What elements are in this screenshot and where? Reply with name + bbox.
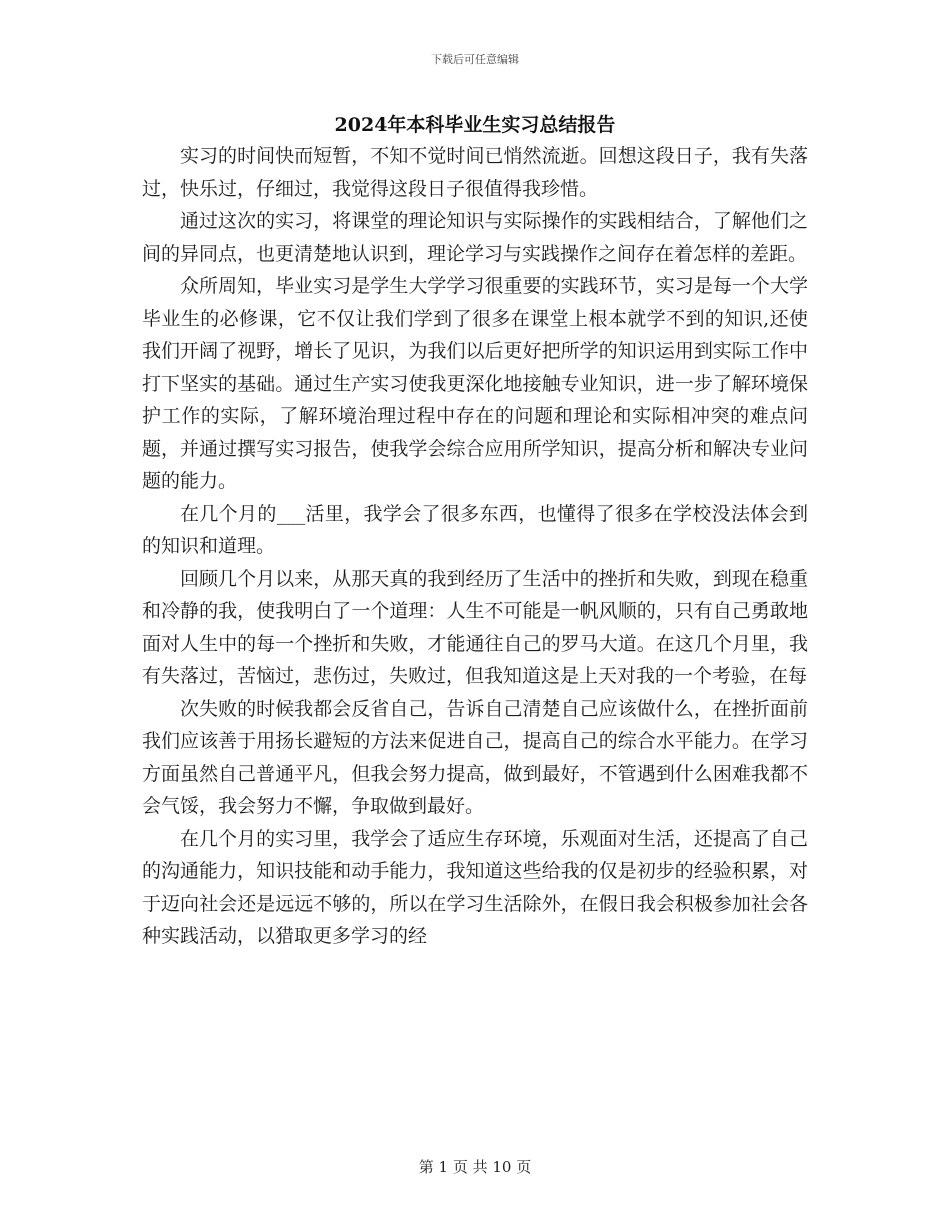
paragraph: 在几个月的实习里，我学会了适应生存环境，乐观面对生活，还提高了自己的沟通能力，知识技能和动手能力，我知道这些给我的仅是初步的经验积累，对于迈向社会还是远远不够的，所以在学习生活除外，在假日我会积极参加社会各种实践活动，以猎取更多学习的经 <box>142 827 808 947</box>
document-body <box>142 140 808 953</box>
paragraph: 众所周知，毕业实习是学生大学学习很重要的实践环节，实习是每一个大学毕业生的必修课，它不仅让我们学到了很多在课堂上根本就学不到的知识,还使我们开阔了视野，增长了见识，为我们以后更好把所学的知识运用到实际工作中打下坚实的基础。通过生产实习使我更深化地接触专业知识，进一步了解环境保护工作的实际，了解环境治理过程中存在的问题和理论和实际相冲突的难点问题，并通过撰写实习报告，使我学会综合应用所学知识，提高分析和解决专业问题的能力。 <box>142 275 808 492</box>
header-note: 下载后可任意编辑 <box>431 53 519 66</box>
paragraph: 实习的时间快而短暂，不知不觉时间已悄然流逝。回想这段日子，我有失落过，快乐过，仔细过，我觉得这段日子很值得我珍惜。 <box>142 145 808 200</box>
page-footer: 第 1 页 共 10 页 <box>418 1158 532 1176</box>
document-title: 2024年本科毕业生实习总结报告 <box>334 114 616 136</box>
paragraph: 在几个月的___活里，我学会了很多东西，也懂得了很多在学校没法体会到的知识和道理。 <box>142 502 808 557</box>
paragraph: 回顾几个月以来，从那天真的我到经历了生活中的挫折和失败，到现在稳重和冷静的我，使我明白了一个道理：人生不可能是一帆风顺的，只有自己勇敢地面对人生中的每一个挫折和失败，才能通往自己的罗马大道。在这几个月里，我有失落过，苦恼过，悲伤过，失败过，但我知道这是上天对我的一个考验，在每 <box>142 567 808 687</box>
paragraph: 通过这次的实习，将课堂的理论知识与实际操作的实践相结合，了解他们之间的异同点，也更清楚地认识到，理论学习与实践操作之间存在着怎样的差距。 <box>142 210 808 265</box>
paragraph: 次失败的时候我都会反省自己，告诉自己清楚自己应该做什么，在挫折面前我们应该善于用扬长避短的方法来促进自己，提高自己的综合水平能力。在学习方面虽然自己普通平凡，但我会努力提高，做到最好，不管遇到什么困难我都不会气馁，我会努力不懈，争取做到最好。 <box>142 697 808 817</box>
